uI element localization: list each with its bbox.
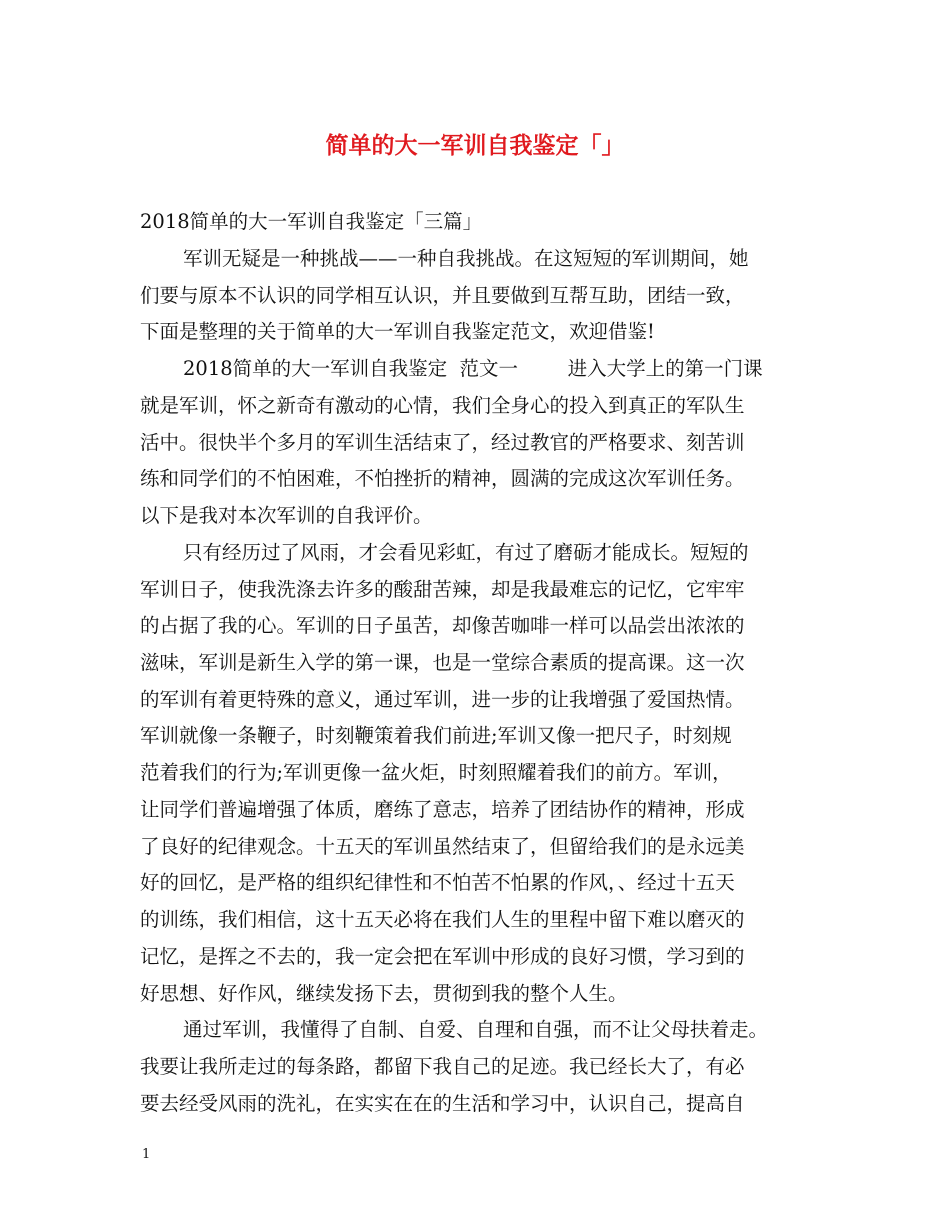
text-line: 就是军训，怀之新奇有激动的心情，我们全身心的投入到真正的军队生 [140, 394, 745, 417]
text-line: 要去经受风雨的洗礼，在实实在在的生活和学习中，认识自己，提高自 [140, 1092, 745, 1115]
text-line: 2018简单的大一军训自我鉴定 范文一 进入大学上的第一门课 [183, 357, 763, 380]
text-line: 了良好的纪律观念。十五天的军训虽然结束了，但留给我们的是永远美 [140, 835, 745, 858]
text-line: 好的回忆，是严格的组织纪律性和不怕苦不怕累的作风，、经过十五天 [140, 871, 735, 894]
document-title: 简单的大一军训自我鉴定「」 [325, 132, 625, 159]
text-line: 范着我们的行为;军训更像一盆火炬，时刻照耀着我们的前方。军训， [140, 761, 732, 784]
text-line: 的占据了我的心。军训的日子虽苦，却像苦咖啡一样可以品尝出浓浓的 [140, 614, 745, 637]
text-line: 们要与原本不认识的同学相互认识，并且要做到互帮互助，团结一致， [140, 284, 745, 307]
text-line: 让同学们普遍增强了体质，磨练了意志，培养了团结协作的精神，形成 [140, 798, 745, 821]
text-line: 通过军训，我懂得了自制、自爱、自理和自强，而不让父母扶着走。 [183, 1018, 769, 1041]
text-line: 军训就像一条鞭子，时刻鞭策着我们前进;军训又像一把尺子，时刻规 [140, 724, 732, 747]
subtitle-line: 2018简单的大一军训自我鉴定「三篇」 [140, 210, 483, 233]
text-line: 军训日子，使我洗涤去许多的酸甜苦辣，却是我最难忘的记忆，它牢牢 [140, 578, 745, 601]
text-line: 下面是整理的关于简单的大一军训自我鉴定范文，欢迎借鉴! [140, 320, 655, 343]
text-line: 的军训有着更特殊的意义，通过军训，进一步的让我增强了爱国热情。 [140, 688, 745, 711]
text-line: 以下是我对本次军训的自我评价。 [140, 504, 433, 527]
text-line: 练和同学们的不怕困难，不怕挫折的精神，圆满的完成这次军训任务。 [140, 467, 745, 490]
text-line: 滋味，军训是新生入学的第一课，也是一堂综合素质的提高课。这一次 [140, 651, 745, 674]
text-line: 的训练，我们相信，这十五天必将在我们人生的里程中留下难以磨灭的 [140, 908, 745, 931]
text-line: 好思想、好作风，继续发扬下去，贯彻到我的整个人生。 [140, 982, 628, 1005]
text-line: 活中。很快半个多月的军训生活结束了，经过教官的严格要求、刻苦训 [140, 431, 745, 454]
text-line: 军训无疑是一种挑战——一种自我挑战。在这短短的军训期间，她 [183, 247, 749, 270]
text-line: 记忆，是挥之不去的，我一定会把在军训中形成的良好习惯，学习到的 [140, 945, 745, 968]
text-line: 我要让我所走过的每条路，都留下我自己的足迹。我已经长大了，有必 [140, 1055, 745, 1078]
text-line: 只有经历过了风雨，才会看见彩虹，有过了磨砺才能成长。短短的 [183, 541, 749, 564]
page-number: 1 [142, 1147, 151, 1162]
